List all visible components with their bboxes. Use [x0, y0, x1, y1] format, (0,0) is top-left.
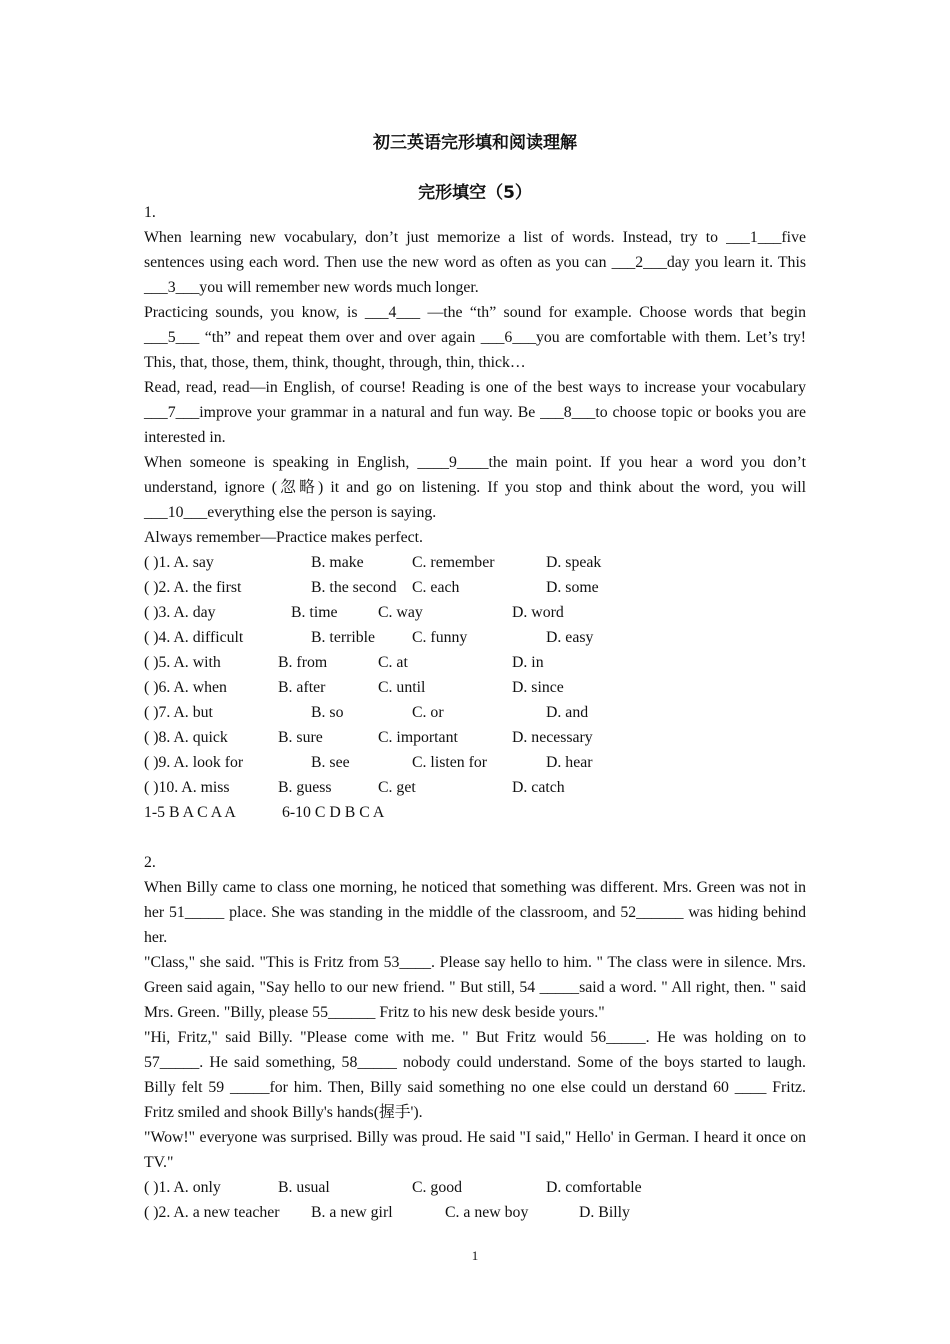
passage-paragraph: When Billy came to class one morning, he noticed that something was different. Mrs. Green was not in her 51_____ place. She was standing in the middle of the classroom, and 52______ was hiding behind her.: [144, 879, 806, 946]
question-row: [144, 1175, 806, 1200]
passage-paragraph: Always remember—Practice makes perfect.: [144, 529, 423, 546]
question-option-a: ( )3. A. day: [144, 604, 216, 621]
option-d: D. since: [512, 679, 564, 696]
option-d: D. and: [546, 704, 589, 721]
option-d: D. word: [512, 604, 564, 621]
question-option-a: ( )8. A. quick: [144, 729, 228, 746]
question-option-a: ( )6. A. when: [144, 679, 227, 696]
option-d: D. speak: [546, 554, 602, 571]
question-row: [144, 750, 806, 775]
option-b: B. guess: [278, 779, 332, 796]
option-c: C. funny: [412, 629, 468, 646]
option-c: C. important: [378, 729, 458, 746]
section-2-number: 2.: [144, 854, 156, 871]
question-option-a: ( )10. A. miss: [144, 779, 230, 796]
option-b: B. make: [311, 554, 364, 571]
option-c: C. remember: [412, 554, 495, 571]
passage-paragraph: "Hi, Fritz," said Billy. "Please come with me. " But Fritz would 56_____. He was holding on to 57_____. He said something, 58_____ nobody could understand. Some of the boys started to laugh. Billy felt 59 _____for him. Then, Billy said something no one else could un derstand 60 ____ Fritz. Fritz smiled and shook Billy's hands(握手').: [144, 1029, 806, 1121]
question-row: [144, 1200, 806, 1225]
option-c: C. get: [378, 779, 416, 796]
question-option-a: ( )2. A. the first: [144, 579, 242, 596]
option-b: B. after: [278, 679, 326, 696]
option-c: C. at: [378, 654, 408, 671]
passage-paragraph: Practicing sounds, you know, is ___4___ —the “th” sound for example. Choose words that begin ___5___ “th” and repeat them over and over again ___6___you are comfortable with them. Let’s try! This, that, those, them, think, thought, through, thin, thick…: [144, 304, 806, 371]
option-b: B. time: [291, 604, 338, 621]
option-d: D. comfortable: [546, 1179, 642, 1196]
document-title: 初三英语完形填和阅读理解: [373, 133, 577, 153]
option-d: D. Billy: [579, 1204, 630, 1221]
section-title: 完形填空（5）: [418, 183, 532, 203]
question-row: [144, 550, 806, 575]
passage-paragraph: Read, read, read—in English, of course! Reading is one of the best ways to increase your vocabulary ___7___improve your grammar in a natural and fun way. Be ___8___to choose topic or books you are interested in.: [144, 379, 806, 446]
question-row: [144, 600, 806, 625]
option-c: C. until: [378, 679, 426, 696]
page-number: 1: [471, 1248, 479, 1263]
option-c: C. listen for: [412, 754, 488, 771]
question-row: [144, 625, 806, 650]
question-option-a: ( )7. A. but: [144, 704, 213, 721]
option-b: B. a new girl: [311, 1204, 393, 1221]
option-d: D. easy: [546, 629, 594, 646]
passage-paragraph: When someone is speaking in English, ____9____the main point. If you hear a word you don’t understand, ignore (忽略) it and go on listening. If you stop and think about the word, you will ___10___everything else the person is saying.: [144, 454, 806, 521]
passage-paragraph: When learning new vocabulary, don’t just memorize a list of words. Instead, try to ___1___five sentences using each word. Then use the new word as often as you can ___2___day you learn it. This ___3___you will remember new words much longer.: [144, 229, 806, 296]
passage-paragraph: "Class," she said. "This is Fritz from 53____. Please say hello to him. " The class were in silence. Mrs. Green said again, "Say hello to our new friend. " But still, 54 _____said a word. " All right, then. " said Mrs. Green. "Billy, please 55______ Fritz to his new desk beside yours.": [144, 954, 806, 1021]
option-b: B. so: [311, 704, 344, 721]
option-d: D. some: [546, 579, 599, 596]
answer-key-6-10: 6-10 C D B C A: [282, 804, 385, 821]
option-b: B. the second: [311, 579, 397, 596]
option-b: B. sure: [278, 729, 323, 746]
question-row: [144, 725, 806, 750]
option-c: C. each: [412, 579, 460, 596]
option-b: B. terrible: [311, 629, 376, 646]
option-d: D. in: [512, 654, 544, 671]
question-row: [144, 700, 806, 725]
section-1-number: 1.: [144, 204, 156, 221]
option-d: D. hear: [546, 754, 593, 771]
question-option-a: ( )4. A. difficult: [144, 629, 244, 646]
option-c: C. good: [412, 1179, 463, 1196]
document-body: [144, 200, 806, 1225]
option-d: D. catch: [512, 779, 565, 796]
answer-key-1-5: 1-5 B A C A A: [144, 804, 236, 821]
question-row: [144, 775, 806, 800]
option-d: D. necessary: [512, 729, 593, 746]
question-row: [144, 675, 806, 700]
question-option-a: ( )5. A. with: [144, 654, 221, 671]
option-b: B. see: [311, 754, 350, 771]
option-b: B. usual: [278, 1179, 330, 1196]
option-c: C. or: [412, 704, 444, 721]
question-row: [144, 575, 806, 600]
option-b: B. from: [278, 654, 328, 671]
question-option-a: ( )2. A. a new teacher: [144, 1204, 280, 1221]
spacer: [144, 825, 806, 850]
passage-paragraph: "Wow!" everyone was surprised. Billy was proud. He said "I said," Hello' in German. I heard it once on TV.": [144, 1129, 806, 1171]
option-c: C. way: [378, 604, 423, 621]
option-c: C. a new boy: [445, 1204, 529, 1221]
answer-key: [144, 800, 806, 825]
question-option-a: ( )1. A. say: [144, 554, 214, 571]
question-option-a: ( )9. A. look for: [144, 754, 244, 771]
question-option-a: ( )1. A. only: [144, 1179, 221, 1196]
question-row: [144, 650, 806, 675]
